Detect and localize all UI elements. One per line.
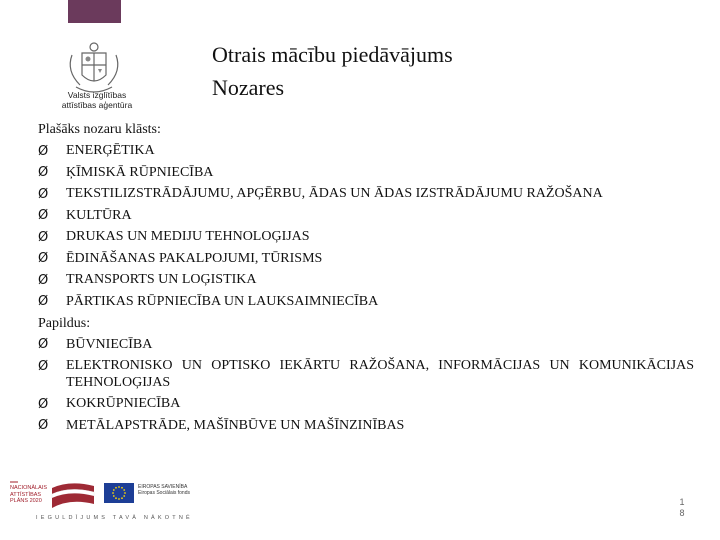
eu-fund-text: EIROPAS SAVIENĪBA Eiropas Sociālais fonds [138, 484, 190, 496]
ndp-logo-text: NACIONĀLAIS ATTĪSTĪBAS PLĀNS 2020 [10, 485, 47, 504]
title-line2: Nozares [212, 75, 285, 100]
slide-content [38, 119, 694, 437]
list-item-text: ENERĢĒTIKA [66, 143, 155, 158]
latvia-flag-ribbon-icon [50, 480, 96, 510]
list-item [38, 334, 694, 356]
list-item-text: DRUKAS UN MEDIJU TEHNOLOĢIJAS [66, 229, 310, 244]
list-item [38, 270, 694, 292]
list-item [38, 394, 694, 416]
arrow-bullet-icon: Ø [38, 396, 49, 412]
list-item-text: TEKSTILIZSTRĀDĀJUMU, APĢĒRBU, ĀDAS UN ĀDAS IZSTRĀDĀJUMU RAŽOŠANA [66, 186, 603, 201]
arrow-bullet-icon: Ø [38, 418, 49, 433]
list-item [38, 248, 694, 270]
eu-flag-icon [104, 483, 134, 503]
list-item-text: KULTŪRA [66, 207, 132, 223]
list-item-text: TRANSPORTS UN LOĢISTIKA [66, 272, 257, 287]
list-item [38, 205, 694, 227]
arrow-bullet-icon: Ø [38, 143, 49, 159]
list-item-text: BŪVNIECĪBA [66, 336, 153, 352]
arrow-bullet-icon: Ø [38, 294, 49, 309]
agency-name-line1: Valsts izglītības [67, 90, 127, 100]
list-item-text: KOKRŪPNIECĪBA [66, 396, 181, 411]
list-item [38, 141, 694, 163]
list-item-text: ELEKTRONISKO UN OPTISKO IEKĀRTU RAŽOŠANA, INFORMĀCIJAS UN KOMUNIKĀCIJAS TEHNOLOĢIJAS [66, 358, 694, 390]
footer-slogan: IEGULDĪJUMS TAVĀ NĀKOTNĒ [36, 515, 193, 521]
arrow-bullet-icon: Ø [38, 251, 49, 266]
list-item-text: ĶĪMISKĀ RŪPNIECĪBA [66, 164, 214, 180]
agency-name-line2: attīstības aģentūra [61, 100, 133, 110]
section1-heading: Plašāks nozaru klāsts: [38, 122, 161, 137]
list-item [38, 227, 694, 249]
list-item [38, 162, 694, 184]
slide-number: 1 8 [679, 497, 685, 518]
arrow-bullet-icon: Ø [38, 186, 49, 202]
top-accent-bar [68, 0, 121, 23]
list-item-text: ĒDINĀŠANAS PAKALPOJUMI, TŪRISMS [66, 250, 323, 266]
section2-heading: Papildus: [38, 315, 91, 331]
arrow-bullet-icon: Ø [38, 272, 49, 288]
arrow-bullet-icon: Ø [38, 337, 49, 352]
arrow-bullet-icon: Ø [38, 208, 49, 223]
arrow-bullet-icon: Ø [38, 229, 49, 245]
agency-logo-text [52, 90, 142, 110]
title-line1: Otrais mācību piedāvājums [212, 42, 453, 67]
arrow-bullet-icon: Ø [38, 358, 49, 374]
list-item [38, 184, 694, 206]
list-item-text: PĀRTIKAS RŪPNIECĪBA UN LAUKSAIMNIECĪBA [66, 293, 379, 309]
list-item-text: METĀLAPSTRĀDE, MAŠĪNBŪVE UN MAŠĪNZINĪBAS [66, 417, 405, 433]
list-item [38, 415, 694, 437]
footer-logos [0, 476, 720, 540]
industries-list [38, 141, 694, 313]
additional-industries-list [38, 334, 694, 437]
list-item [38, 291, 694, 313]
arrow-bullet-icon: Ø [38, 165, 49, 180]
slide-title [212, 38, 453, 104]
list-item [38, 356, 694, 394]
